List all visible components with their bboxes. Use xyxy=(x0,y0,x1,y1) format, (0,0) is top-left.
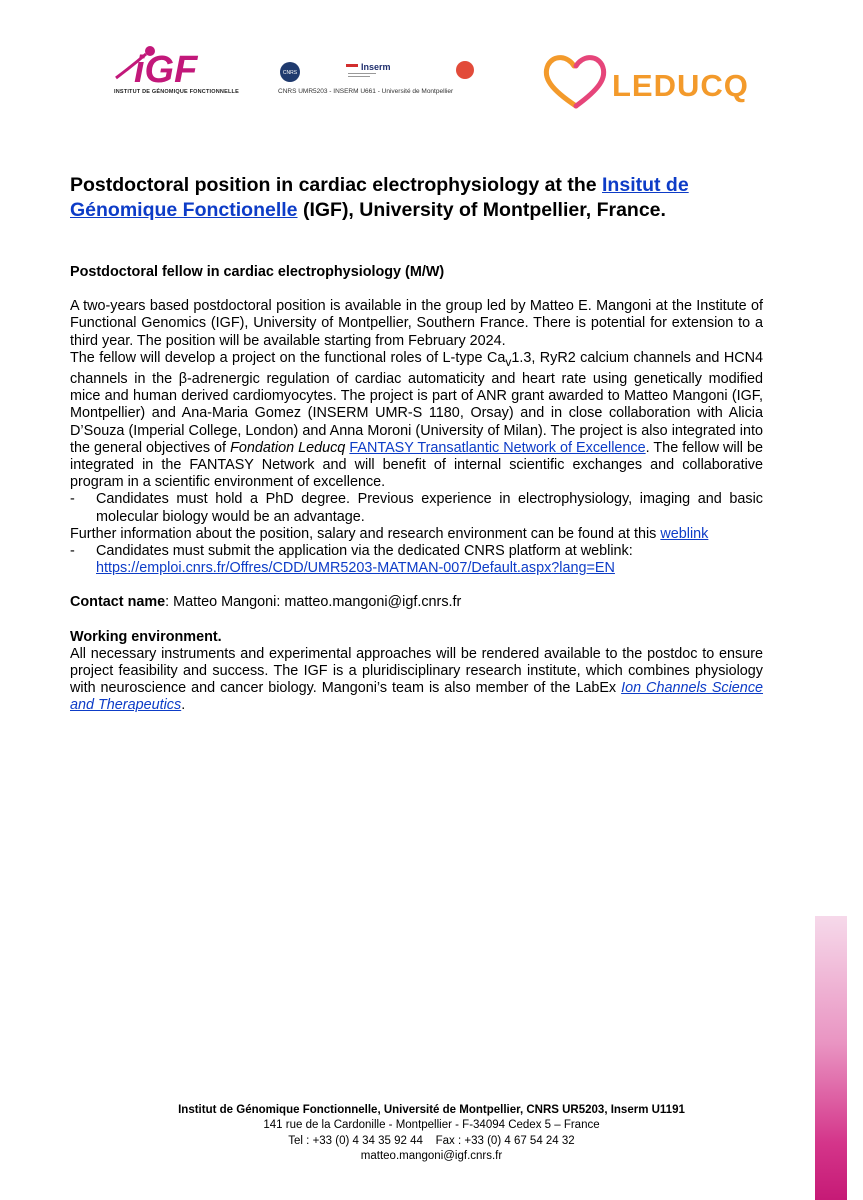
footer-institution: Institut de Génomique Fonctionnelle, Université de Montpellier, CNRS UR5203, Inserm U1191 xyxy=(178,1104,685,1116)
beta-symbol: β xyxy=(178,370,188,387)
project-text-d: . The fellow will be integrated in the FANTASY Network and will benefit of internal scientific exchanges and collaborative program in a scientific environment of excellence. xyxy=(70,439,764,491)
footer xyxy=(0,1103,863,1165)
weblink-link[interactable]: weblink xyxy=(660,525,709,542)
working-env-paragraph xyxy=(70,646,763,715)
further-info-paragraph xyxy=(70,526,763,543)
cnrs-platform-link[interactable]: https://emploi.cnrs.fr/Offres/CDD/UMR5203-MATMAN-007/Default.aspx?lang=EN xyxy=(96,560,615,577)
further-info-text: Further information about the position, salary and research environment can be found at this xyxy=(70,525,661,542)
project-paragraph xyxy=(70,350,763,492)
contact-value: : Matteo Mangoni: matteo.mangoni@igf.cnrs.fr xyxy=(165,594,462,611)
page-title xyxy=(70,173,800,223)
inserm-label: Inserm xyxy=(361,62,391,72)
position-subheading: Postdoctoral fellow in cardiac electrophysiology (M/W) xyxy=(70,264,445,280)
contact-label: Contact name xyxy=(70,594,166,611)
leducq-wordmark: LEDUCQ xyxy=(612,68,749,103)
working-env-end: . xyxy=(181,697,186,714)
fondation-leducq-text: Fondation Leducq xyxy=(230,439,346,456)
partners-logo-graphic xyxy=(278,60,483,86)
spacer xyxy=(70,577,763,594)
bullet-dash: - xyxy=(70,542,75,559)
spacer xyxy=(70,612,763,629)
igf-logo xyxy=(112,44,239,100)
title-part1: Postdoctoral position in cardiac electrophysiology at the xyxy=(70,174,603,196)
bullet-phd-text: Candidates must hold a PhD degree. Previous experience in electrophysiology, imaging and basic molecular biology would be an advantage. xyxy=(96,491,763,525)
igf-logo-text: iGF xyxy=(134,49,198,90)
title-part2: (IGF), University of Montpellier, France. xyxy=(297,199,666,221)
working-env-text: All necessary instruments and experimental approaches will be rendered available to the postdoc to ensure project feasibility and success. The IGF is a pluridisciplinary research institute, which combines physiology with neuroscience and cancer biology. Mangoni’s team is also member of the LabEx xyxy=(70,645,763,697)
partners-caption: CNRS UMR5203 - INSERM U661 - Université de Montpellier xyxy=(278,88,454,95)
footer-address: 141 rue de la Cardonille - Montpellier - F-34094 Cedex 5 – France xyxy=(263,1119,600,1132)
document-body xyxy=(70,264,763,715)
igf-tagline: INSTITUT DE GÉNOMIQUE FONCTIONNELLE xyxy=(114,89,239,95)
project-text-a: The fellow will develop a project on the functional roles of L-type Ca xyxy=(70,349,506,366)
working-env-heading-text: Working environment. xyxy=(70,628,222,645)
project-text-c: -adrenergic regulation of cardiac automaticity and heart rate using genetically modified mice and human derived cardiomyocytes. The project is part of ANR grant awarded to Matteo Mangoni (IGF, Montpellier) and Ana-Maria Gomez (INSERM UMR-S 1180, Orsay) and in close collaboration with Alicia D’Souza (Imperial College, London) and Anna Moroni (University of Milan). The project is also integrated into the general objectives of xyxy=(70,370,763,456)
footer-email: matteo.mangoni@igf.cnrs.fr xyxy=(360,1150,503,1163)
contact-line xyxy=(70,594,763,611)
partners-logo xyxy=(278,60,483,100)
cnrs-label: CNRS xyxy=(282,70,298,76)
project-text-b: 1.3, RyR2 calcium channels and HCN4 channels in the xyxy=(70,349,763,387)
bullet-application-text: Candidates must submit the application via the dedicated CNRS platform at weblink: xyxy=(96,542,633,559)
labex-link[interactable]: Ion Channels Science and Therapeutics xyxy=(70,680,764,714)
intro-paragraph: A two-years based postdoctoral position is available in the group led by Matteo E. Mangoni at the Institute of Functional Genomics (IGF), University of Montpellier, Southern France. There is potential for extension to a third year. The position will be available starting from February 2024. xyxy=(70,298,763,349)
leducq-logo xyxy=(540,50,749,112)
igf-logo-graphic xyxy=(112,44,232,90)
footer-phone-fax: Tel : +33 (0) 4 34 35 92 44 Fax : +33 (0) 4 67 54 24 32 xyxy=(288,1134,575,1147)
bullet-phd-requirement xyxy=(70,491,763,525)
bullet-application xyxy=(70,543,763,577)
cav-subscript: v xyxy=(505,354,512,369)
leducq-heart-icon xyxy=(540,50,612,112)
fantasy-network-link[interactable]: FANTASY Transatlantic Network of Excellence xyxy=(349,439,646,456)
igf-institute-link[interactable]: Insitut de Génomique Fonctionelle xyxy=(70,174,689,221)
bullet-dash: - xyxy=(70,491,75,508)
working-env-heading xyxy=(70,629,763,646)
